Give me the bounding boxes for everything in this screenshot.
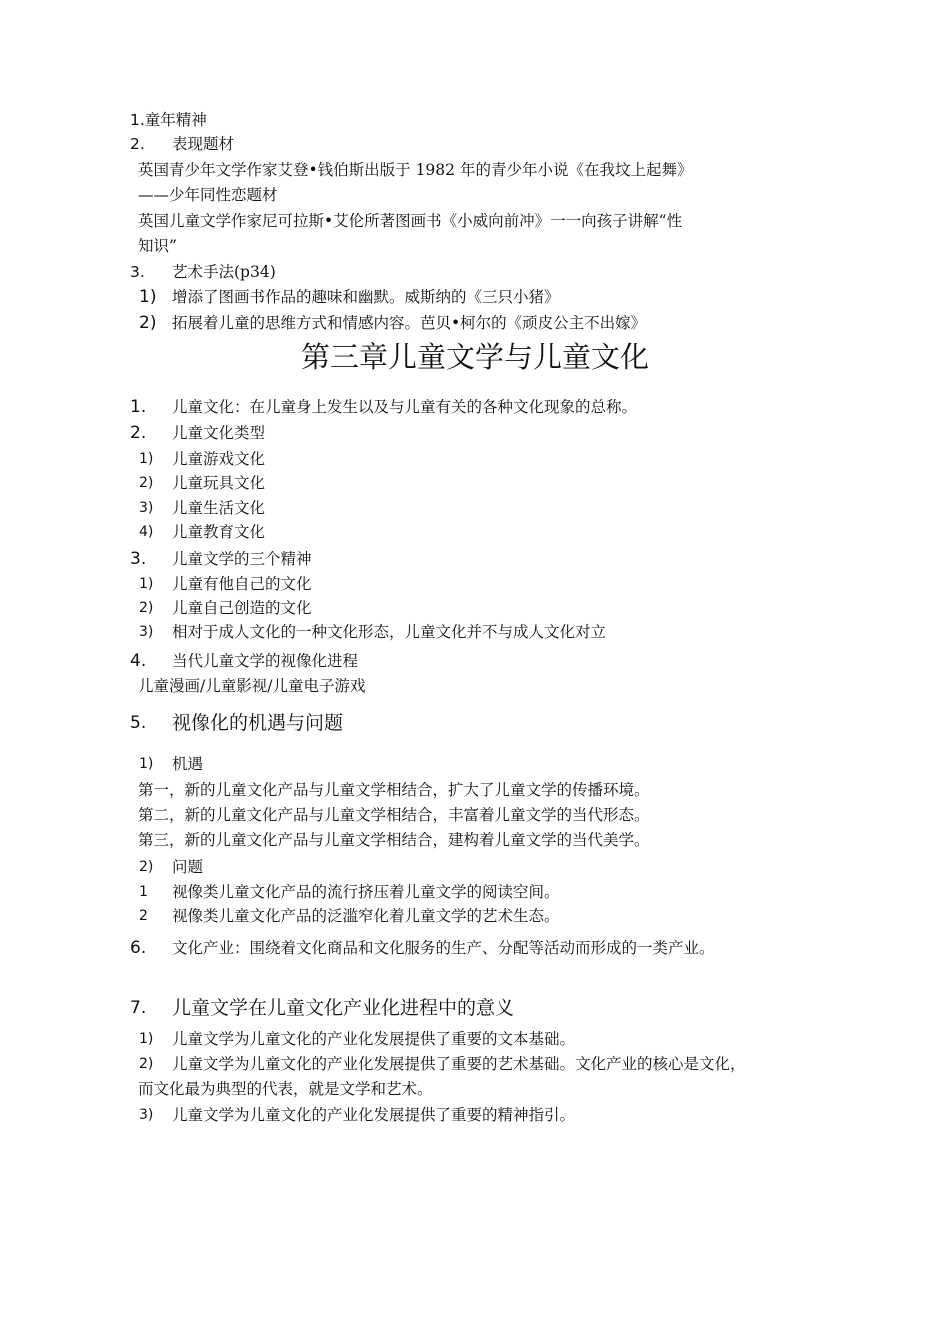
item-1: 1.童年精神 — [130, 111, 207, 129]
list-item-number: 2) — [139, 1056, 154, 1072]
section-7-heading: 儿童文学在儿童文化产业化进程中的意义 — [172, 997, 515, 1019]
list-item-number: 1) — [139, 451, 154, 467]
paragraph-line: ——少年同性恋题材 — [138, 186, 278, 204]
sub-item-number: 2) — [139, 313, 157, 333]
sub-item-text: 机遇 — [172, 755, 204, 773]
sub-item-number: 1) — [139, 287, 157, 307]
list-item: 儿童文学为儿童文化的产业化发展提供了重要的艺术基础。文化产业的核心是文化， — [172, 1055, 746, 1073]
section-4-text: 当代儿童文学的视像化进程 — [172, 652, 359, 670]
list-item: 儿童自己创造的文化 — [172, 599, 312, 617]
list-item-number: 2 — [139, 908, 148, 924]
list-item: 视像类儿童文化产品的泛滥窄化着儿童文学的艺术生态。 — [172, 907, 560, 925]
list-item-number: 1) — [139, 576, 154, 592]
sub-item-text: 问题 — [172, 858, 204, 876]
list-item: 儿童生活文化 — [172, 499, 266, 517]
list-item: 相对于成人文化的一种文化形态，儿童文化并不与成人文化对立 — [172, 623, 607, 641]
section-4-number: 4. — [130, 651, 147, 671]
list-item-number: 2) — [139, 600, 154, 616]
list-item-number: 1 — [139, 884, 148, 900]
list-item: 儿童文学为儿童文化的产业化发展提供了重要的精神指引。 — [172, 1106, 576, 1124]
section-7-number: 7. — [130, 998, 147, 1018]
sub-item-text: 增添了图画书作品的趣味和幽默。威斯纳的《三只小猪》 — [172, 288, 560, 306]
paragraph-line: 英国儿童文学作家尼可拉斯•艾伦所著图画书《小威向前冲》一一向孩子讲解“性 — [138, 212, 683, 230]
section-5-number: 5. — [130, 713, 147, 733]
list-item-number: 3) — [139, 500, 154, 516]
paragraph-line: 知识” — [138, 237, 177, 255]
list-item: 儿童文学为儿童文化的产业化发展提供了重要的文本基础。 — [172, 1030, 576, 1048]
sub-item-number: 2) — [139, 859, 154, 875]
section-1-text: 儿童文化：在儿童身上发生以及与儿童有关的各种文化现象的总称。 — [172, 398, 638, 416]
section-3-number: 3. — [130, 549, 147, 569]
list-item-number: 1) — [139, 1031, 154, 1047]
list-item: 儿童玩具文化 — [172, 474, 266, 492]
paragraph-line: 儿童漫画/儿童影视/儿童电子游戏 — [138, 677, 366, 695]
section-2-text: 儿童文化类型 — [172, 424, 266, 442]
paragraph-line: 第三，新的儿童文化产品与儿童文学相结合，建构着儿童文学的当代美学。 — [138, 831, 650, 849]
list-item-number: 4) — [139, 524, 154, 540]
list-item-number: 3) — [139, 1107, 154, 1123]
section-5-heading: 视像化的机遇与问题 — [172, 712, 344, 734]
item-3-text: 艺术手法(p34) — [172, 263, 276, 281]
paragraph-line: 英国青少年文学作家艾登•钱伯斯出版于 1982 年的青少年小说《在我坟上起舞》 — [138, 161, 693, 179]
section-3-text: 儿童文学的三个精神 — [172, 550, 312, 568]
list-item: 视像类儿童文化产品的流行挤压着儿童文学的阅读空间。 — [172, 883, 560, 901]
list-item-number: 2) — [139, 475, 154, 491]
section-2-number: 2. — [130, 423, 147, 443]
item-3-number: 3. — [130, 263, 145, 281]
list-item: 儿童有他自己的文化 — [172, 575, 312, 593]
section-6-number: 6. — [130, 938, 147, 958]
list-item: 儿童游戏文化 — [172, 450, 266, 468]
sub-item-number: 1) — [139, 756, 154, 772]
chapter-title: 第三章儿童文学与儿童文化 — [300, 340, 649, 374]
item-2-text: 表现题材 — [172, 135, 235, 153]
paragraph-line: 第二，新的儿童文化产品与儿童文学相结合，丰富着儿童文学的当代形态。 — [138, 806, 650, 824]
list-item-number: 3) — [139, 624, 154, 640]
list-item: 儿童教育文化 — [172, 523, 266, 541]
sub-item-text: 拓展着儿童的思维方式和情感内容。芭贝•柯尔的《顽皮公主不出嫁》 — [172, 314, 647, 332]
section-6-text: 文化产业：围绕着文化商品和文化服务的生产、分配等活动而形成的一类产业。 — [172, 939, 715, 957]
section-1-number: 1. — [130, 397, 147, 417]
list-item-continuation: 而文化最为典型的代表，就是文学和艺术。 — [138, 1080, 433, 1098]
paragraph-line: 第一，新的儿童文化产品与儿童文学相结合，扩大了儿童文学的传播环境。 — [138, 781, 650, 799]
item-2-number: 2. — [130, 135, 145, 153]
